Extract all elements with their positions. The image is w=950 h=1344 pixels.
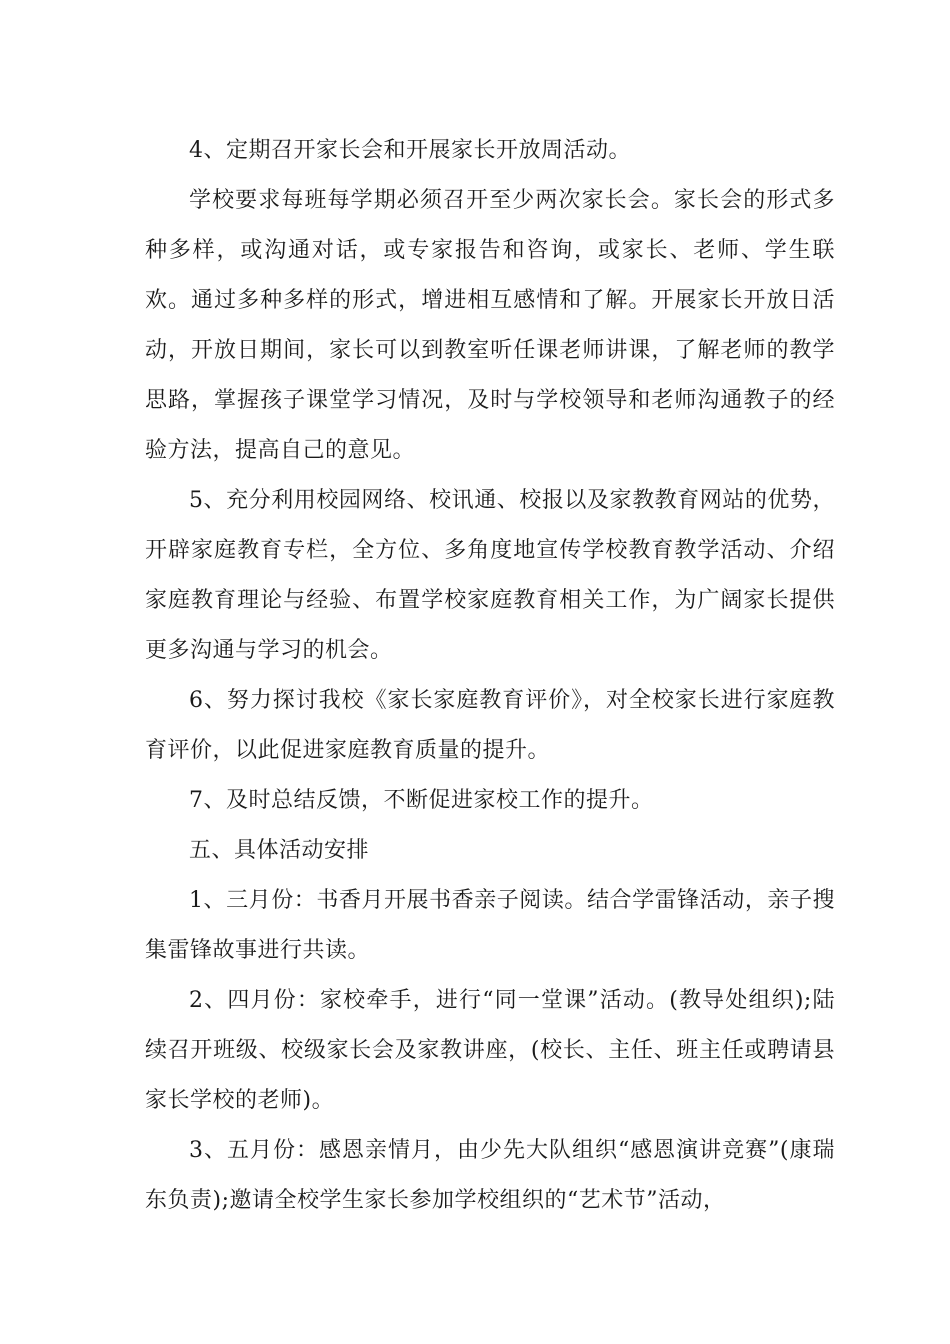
paragraph-may-activity: 3、五月份：感恩亲情月，由少先大队组织“感恩演讲竞赛”(康瑞东负责);邀请全校学生家长参加学校组织的“艺术节”活动， [145,1138,835,1213]
section-heading-activity-schedule: 五、具体活动安排 [189,838,370,863]
paragraph-parent-meeting-details: 学校要求每班每学期必须召开至少两次家长会。家长会的形式多种多样，或沟通对话，或专家报告和咨询，或家长、老师、学生联欢。通过多种多样的形式，增进相互感情和了解。开展家长开放日活动，开放日期间，家长可以到教室听任课老师讲课，了解老师的教学思路，掌握孩子课堂学习情况，及时与学校领导和老师沟通教子的经验方法，提高自己的意见。 [145,188,835,463]
paragraph-march-activity: 1、三月份：书香月开展书香亲子阅读。结合学雷锋活动，亲子搜集雷锋故事进行共读。 [145,888,835,963]
document-body [145,126,835,1226]
paragraph-april-activity: 2、四月份：家校牵手，进行“同一堂课”活动。(教导处组织);陆续召开班级、校级家长会及家教讲座，(校长、主任、班主任或聘请县家长学校的老师)。 [145,988,835,1113]
paragraph-item-5-online-platforms: 5、充分利用校园网络、校讯通、校报以及家教教育网站的优势，开辟家庭教育专栏，全方位、多角度地宣传学校教育教学活动、介绍家庭教育理论与经验、布置学校家庭教育相关工作，为广阔家长提供更多沟通与学习的机会。 [145,488,835,663]
paragraph-item-7-feedback: 7、及时总结反馈，不断促进家校工作的提升。 [189,788,654,813]
paragraph-item-4-parent-meetings: 4、定期召开家长会和开展家长开放周活动。 [189,138,631,163]
paragraph-item-6-evaluation: 6、努力探讨我校《家长家庭教育评价》，对全校家长进行家庭教育评价，以此促进家庭教育质量的提升。 [145,688,835,763]
